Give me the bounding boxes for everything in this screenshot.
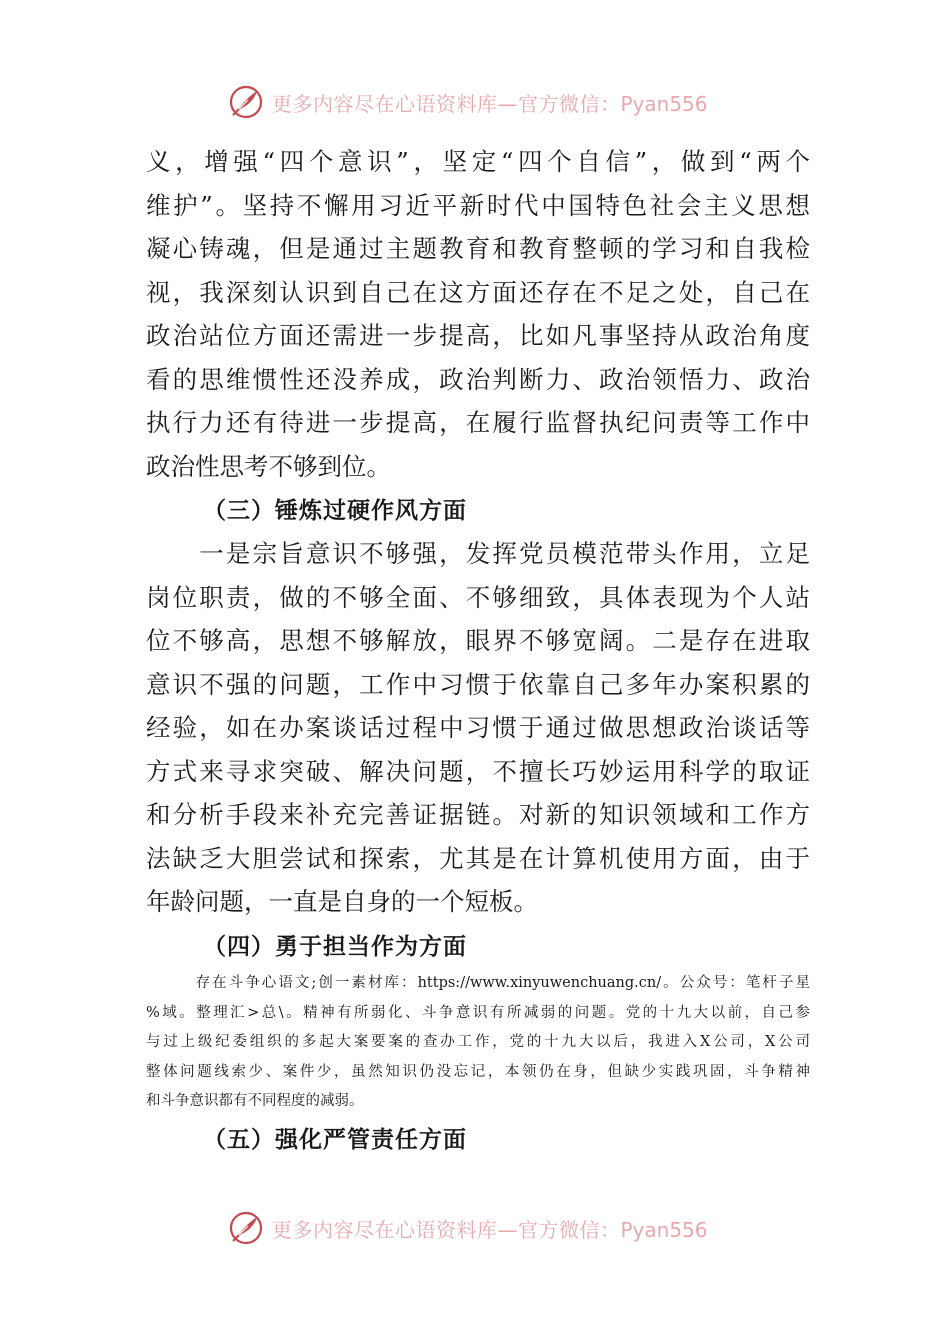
section-heading-4: （四）勇于担当作为方面	[203, 934, 467, 960]
text-line: 整体问题线索少、案件少，虽然知识仍没忘记，本领仍在身，但缺少实践巩固，斗争精神	[146, 1063, 810, 1080]
text-line: 执行力还有待进一步提高，在履行监督执纪问责等工作中	[146, 408, 810, 437]
text-line: 看的思维惯性还没养成，政治判断力、政治领悟力、政治	[146, 364, 810, 394]
text-line: 义，增强“四个意识”，坚定“四个自信”，做到“两个	[146, 147, 810, 176]
banner-text: 更多内容尽在心语资料库—官方微信：Pyan556	[272, 1217, 708, 1242]
text-line: 位不够高，思想不够解放，眼界不够宽阔。二是存在进取	[146, 626, 810, 655]
paragraph-responsibility	[146, 969, 810, 1117]
text-line: 存在斗争心语文;创一素材库：https://www.xinyuwenchuang.cn/。公众号：笔杆子星	[146, 975, 810, 991]
text-line: 年龄问题，一直是自身的一个短板。	[146, 887, 538, 916]
section-heading-3: （三）锤炼过硬作风方面	[203, 498, 467, 524]
text-line: 法缺乏大胆尝试和探索，尤其是在计算机使用方面，由于	[146, 843, 810, 873]
text-line: 经验，如在办案谈话过程中习惯于通过做思想政治谈话等	[146, 713, 810, 742]
text-line: 和斗争意识都有不同程度的减弱。	[146, 1093, 364, 1109]
quill-pen-logo-icon	[228, 84, 264, 120]
text-line: 方式来寻求突破、解决问题，不擅长巧妙运用科学的取证	[146, 756, 810, 786]
footer-banner	[228, 1210, 748, 1246]
text-line: 与过上级纪委组织的多起大案要案的查办工作，党的十九大以后，我进入X公司，X公司	[146, 1034, 810, 1050]
text-line: 视，我深刻认识到自己在这方面还存在不足之处，自己在	[146, 277, 810, 307]
text-line: 维护”。坚持不懈用习近平新时代中国特色社会主义思想	[146, 190, 810, 220]
text-line: 意识不强的问题，工作中习惯于依靠自己多年办案积累的	[146, 669, 810, 699]
text-line: 一是宗旨意识不够强，发挥党员模范带头作用，立足	[146, 539, 810, 568]
text-line: 岗位职责，做的不够全面、不够细致，具体表现为个人站	[146, 582, 810, 612]
quill-pen-logo-icon	[228, 1210, 264, 1246]
section-heading-5: （五）强化严管责任方面	[203, 1127, 467, 1153]
text-line: 和分析手段来补充完善证据链。对新的知识领域和工作方	[146, 800, 810, 829]
header-banner	[228, 84, 748, 120]
text-line: %域。整理汇>总\。精神有所弱化、斗争意识有所减弱的问题。党的十九大以前，自己参	[146, 1004, 810, 1021]
text-line: 政治站位方面还需进一步提高，比如凡事坚持从政治角度	[146, 321, 810, 350]
text-line: 凝心铸魂，但是通过主题教育和教育整顿的学习和自我检	[146, 234, 810, 263]
paragraph-political-stance	[146, 140, 810, 488]
paragraph-work-style	[146, 532, 810, 924]
text-line: 政治性思考不够到位。	[146, 451, 391, 481]
banner-text: 更多内容尽在心语资料库—官方微信：Pyan556	[272, 91, 708, 116]
